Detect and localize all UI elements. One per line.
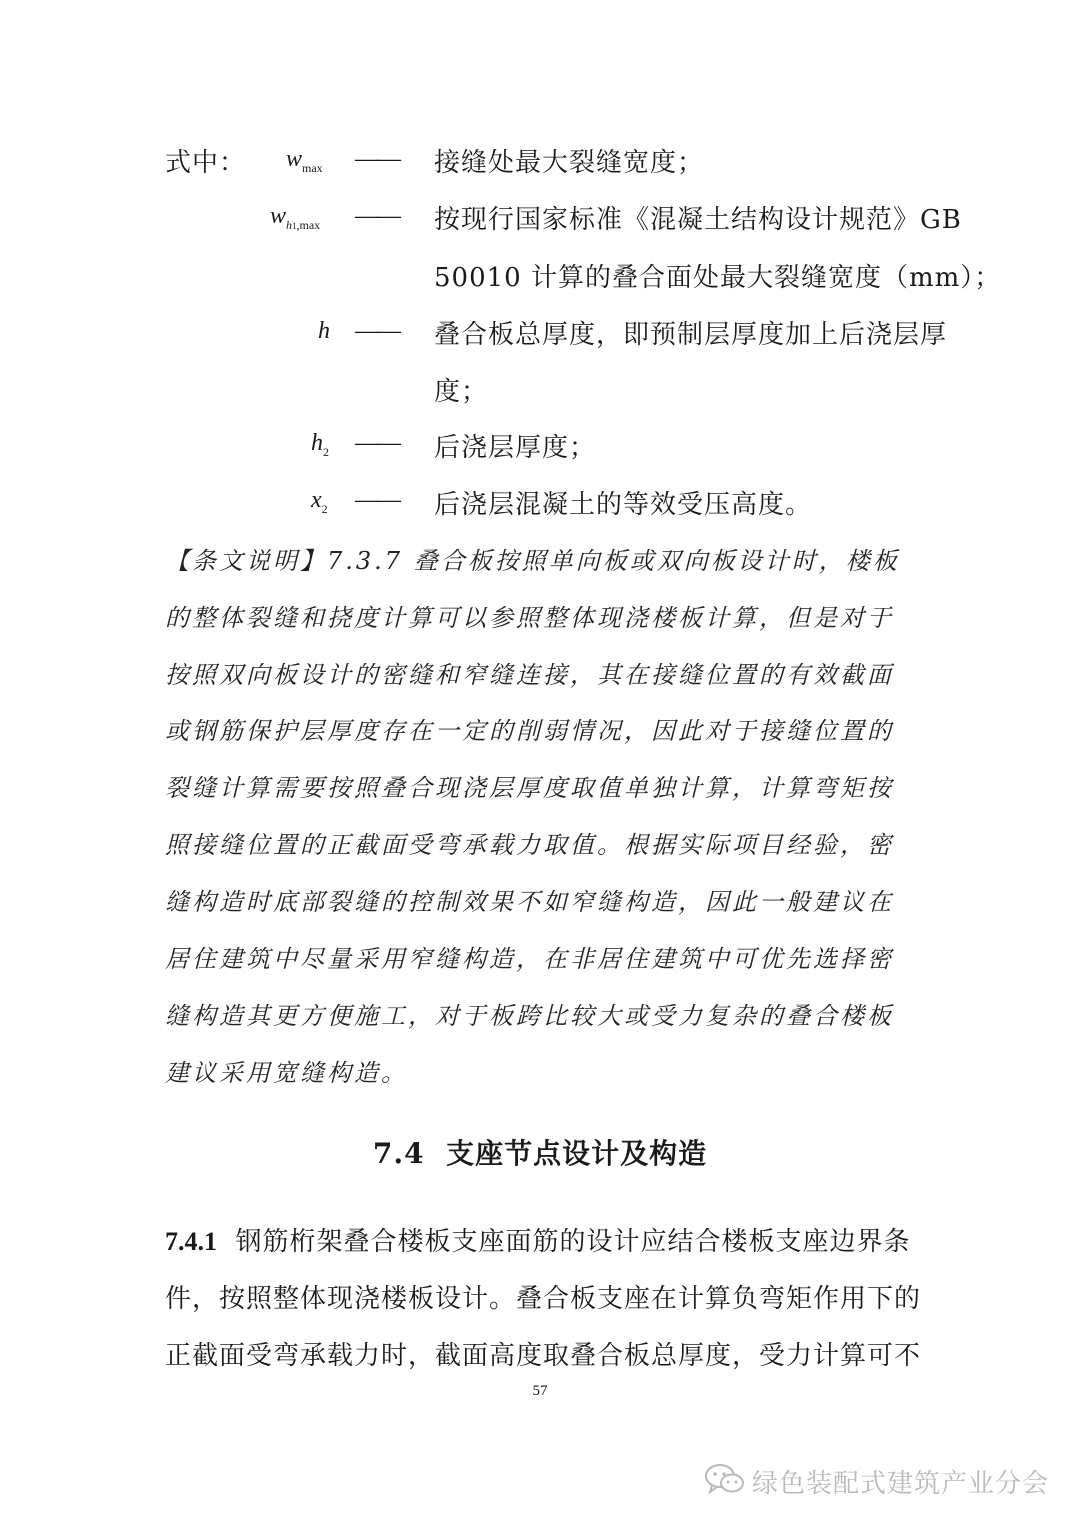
clause-line: 7.4.1 钢筋桁架叠合楼板支座面筋的设计应结合楼板支座边界条 xyxy=(165,1227,911,1257)
commentary-line: 居住建筑中尽量采用窄缝构造，在非居住建筑中可优先选择密 xyxy=(165,945,894,973)
section-title: 支座节点设计及构造 xyxy=(446,1137,708,1170)
commentary-line: 的整体裂缝和挠度计算可以参照整体现浇楼板计算，但是对于 xyxy=(165,604,894,632)
symbol-h: h xyxy=(318,318,330,344)
symbol-h2: $h_2$ xyxy=(311,430,329,459)
definition-text: 叠合板总厚度，即预制层厚度加上后浇层厚 xyxy=(434,320,948,350)
watermark-text: 绿色装配式建筑产业分会 xyxy=(752,1469,1050,1499)
commentary-line: 或钢筋保护层厚度存在一定的削弱情况，因此对于接缝位置的 xyxy=(165,717,894,745)
section-heading xyxy=(0,1132,1080,1172)
symbol-w-h1-max: $w_{h1,max}$ xyxy=(270,203,321,232)
commentary-line: 缝构造其更方便施工，对于板跨比较大或受力复杂的叠合楼板 xyxy=(165,1002,894,1030)
clause-line: 正截面受弯承载力时，截面高度取叠合板总厚度，受力计算可不 xyxy=(165,1341,922,1371)
definition-text: 后浇层混凝土的等效受压高度。 xyxy=(434,490,813,520)
definition-text: 接缝处最大裂缝宽度； xyxy=(434,148,705,178)
clause-number: 7.4.1 xyxy=(165,1227,217,1256)
commentary-line: 裂缝计算需要按照叠合现浇层厚度取值单独计算，计算弯矩按 xyxy=(165,774,894,802)
wechat-icon xyxy=(704,1462,746,1500)
definition-text: 后浇层厚度； xyxy=(434,433,597,463)
definition-dash: —— xyxy=(355,203,399,229)
commentary-line: 建议采用宽缝构造。 xyxy=(165,1059,408,1087)
symbol-x2: $x_2$ xyxy=(311,487,328,516)
definition-text: 50010 计算的叠合面处最大裂缝宽度（mm）； xyxy=(434,263,1002,293)
definition-dash: —— xyxy=(355,430,399,456)
page-number: 57 xyxy=(532,1383,548,1399)
definition-dash: —— xyxy=(355,487,399,513)
commentary-line: 按照双向板设计的密缝和窄缝连接，其在接缝位置的有效截面 xyxy=(165,661,894,689)
commentary-line: 照接缝位置的正截面受弯承载力取值。根据实际项目经验，密 xyxy=(165,831,894,859)
definition-text: 按现行国家标准《混凝土结构设计规范》GB xyxy=(434,205,962,235)
definition-dash: —— xyxy=(355,146,399,172)
section-number: 7.4 xyxy=(372,1137,425,1170)
where-label: 式中： xyxy=(165,148,247,178)
commentary-line: 缝构造时底部裂缝的控制效果不如窄缝构造，因此一般建议在 xyxy=(165,888,894,916)
clause-line: 件，按照整体现浇楼板设计。叠合板支座在计算负弯矩作用下的 xyxy=(165,1284,922,1314)
definition-text: 度； xyxy=(434,377,489,407)
commentary-line: 【条文说明】7.3.7 叠合板按照单向板或双向板设计时，楼板 xyxy=(165,547,900,575)
symbol-w-max: $w_{max}$ xyxy=(286,146,323,175)
definition-dash: —— xyxy=(355,318,399,344)
